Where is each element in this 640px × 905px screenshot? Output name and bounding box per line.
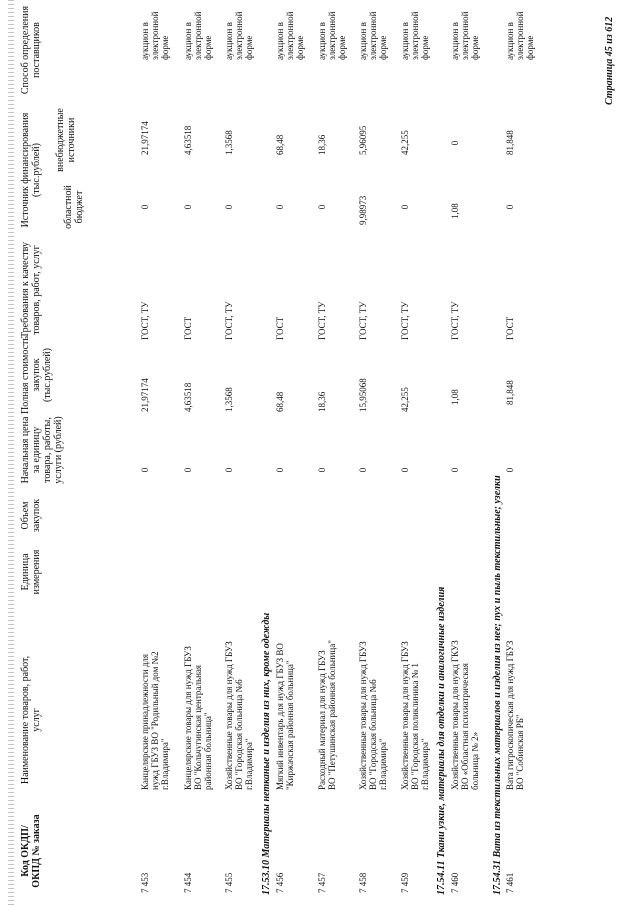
header-unit-price: Начальная цена за единицу товара, работы, услуги (рублей) [20,416,64,484]
total-cost: 42,255 [400,387,410,412]
item-name: Хозяйственные товары для нужд ГБУЗ ВО "Городская поликлиника № 1 г.Владимира" [400,641,430,790]
funding-extra: 18,36 [317,134,327,155]
order-number: 7 457 [317,872,327,893]
total-cost: 15,95068 [358,378,368,412]
unit-price: 0 [450,467,460,473]
unit-price: 0 [317,467,327,473]
unit-price: 0 [358,467,368,473]
item-name: Вата гигроскопическая для нужд ГБУЗ ВО "Собинская РБ" [505,640,525,790]
order-number: 7 453 [140,872,150,893]
total-cost: 18,36 [317,391,327,412]
total-cost: 21,97174 [140,378,150,412]
requirements: ГОСТ [505,316,515,340]
unit-price: 0 [140,467,150,473]
funding-regional: 0 [183,204,193,210]
requirements: ГОСТ, ТУ [358,301,368,340]
funding-regional: 0 [400,204,410,210]
total-cost: 81,848 [505,380,515,405]
requirements: ГОСТ, ТУ [224,301,234,340]
procurement-method: аукцион в электронной форме [317,11,347,60]
item-name: Хозяйственные товары для нужд ГБУЗ ВО "Городская больница №6 г.Владимира" [358,641,388,790]
section-title: 17.53.10 Материалы нетканые и изделия из них, кроме одежды [261,612,272,895]
total-cost: 4,63518 [183,382,193,412]
procurement-method: аукцион в электронной форме [358,11,388,60]
unit-price: 0 [505,467,515,473]
order-number: 7 458 [358,872,368,893]
item-name: Мягкий инвентарь для нужд ГБУЗ ВО "Киржачская районная больница" [275,643,295,790]
funding-extra: 5,96095 [358,125,368,155]
funding-regional: 0 [224,204,234,210]
item-name: Канцелярские товары для нужд ГБУЗ ВО "Кольчугинская центральная районная больница" [183,646,213,790]
total-cost: 68,48 [275,391,285,412]
procurement-method: аукцион в электронной форме [400,11,430,60]
requirements: ГОСТ [183,316,193,340]
total-cost: 1,08 [450,389,460,405]
unit-price: 0 [183,467,193,473]
section-title: 17.54.11 Ткани узкие, материалы для отделки и аналогичные изделия [436,586,447,895]
item-name: Канцелярские принадлежности для нужд ГБУЗ ВО "Родильный дом №2 г.Владимира" [140,651,170,790]
funding-regional: 9,98973 [358,195,368,225]
funding-extra: 4,63518 [183,125,193,155]
unit-price: 0 [400,467,410,473]
total-cost: 1,3568 [224,387,234,412]
procurement-method: аукцион в электронной форме [505,11,535,60]
unit-price: 0 [275,467,285,473]
page-number: Страница 45 из 612 [604,16,615,105]
requirements: ГОСТ [275,316,285,340]
header-code: Код ОКДП/ ОКПД № заказа [20,814,42,888]
procurement-method: аукцион в электронной форме [224,11,254,60]
order-number: 7 455 [224,872,234,893]
order-number: 7 461 [505,872,515,893]
unit-price: 0 [224,467,234,473]
funding-extra: 42,255 [400,130,410,155]
funding-regional: 0 [275,204,285,210]
procurement-method: аукцион в электронной форме [140,11,170,60]
funding-regional: 0 [317,204,327,210]
requirements: ГОСТ, ТУ [450,301,460,340]
header-funding-extra: внебюджетные источники [55,108,77,172]
requirements: ГОСТ, ТУ [400,301,410,340]
header-unit: Единица измерения [20,549,42,595]
requirements: ГОСТ, ТУ [140,301,150,340]
funding-regional: 0 [505,204,515,210]
funding-extra: 0 [450,140,460,146]
funding-extra: 1,3568 [224,130,234,155]
header-funding: Источник финансирования (тыс.рублей) [20,112,42,228]
order-number: 7 454 [183,872,193,893]
funding-extra: 21,97174 [140,121,150,155]
header-name: Наименование товаров, работ, услуг [20,655,42,785]
item-name: Хозяйственные товары для нужд ГКУЗ ВО «Областная психиатрическая больница № 2» [450,640,480,790]
order-number: 7 460 [450,872,460,893]
order-number: 7 456 [275,872,285,893]
procurement-method: аукцион в электронной форме [450,11,480,60]
item-name: Расходный материал для нужд ГБУЗ ВО "Петушинская районная больница" [317,640,337,790]
procurement-method: аукцион в электронной форме [183,11,213,60]
header-total-cost: Полная стоимость закупок (тыс.рублей) [20,336,53,414]
top-edge-dots [8,0,14,905]
funding-regional: 1,08 [450,203,460,219]
funding-extra: 68,48 [275,134,285,155]
header-funding-regional: областной бюджет [63,185,85,229]
funding-regional: 0 [140,204,150,210]
header-method: Способ определения поставщиков [20,5,42,95]
header-requirements: Требования к качеству товаров, работ, услуг [20,241,42,339]
order-number: 7 459 [400,872,410,893]
requirements: ГОСТ, ТУ [317,301,327,340]
header-volume: Объем закупок [20,498,42,533]
section-title: 17.54.31 Вата из текстильных материалов и изделия из нее; пух и пыль текстильные; узелки [492,475,503,895]
procurement-method: аукцион в электронной форме [275,11,305,60]
funding-extra: 81,848 [505,130,515,155]
item-name: Хозяйственные товары для нужд ГБУЗ ВО "Городская больница №6 г.Владимира" [224,641,254,790]
